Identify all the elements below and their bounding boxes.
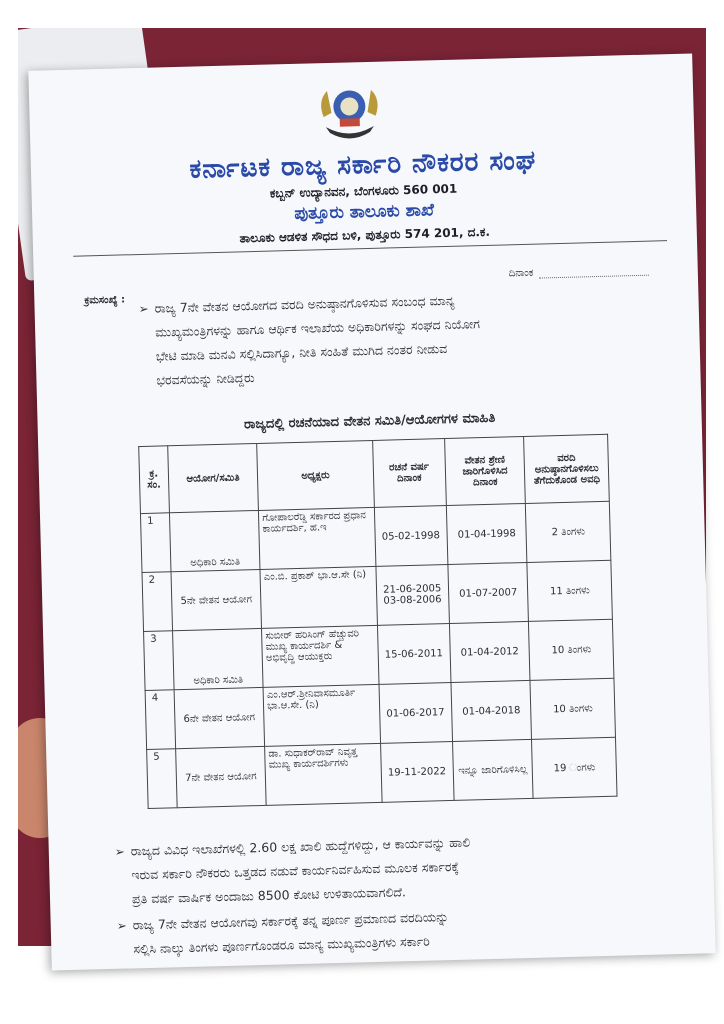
cell-period: 11 ತಿಂಗಳು	[527, 560, 612, 621]
cell-body: ಅಧಿಕಾರಿ ಸಮಿತಿ	[169, 510, 260, 571]
cell-formed: 21-06-2005 03-08-2006	[376, 565, 450, 626]
cell-body: 5ನೇ ವೇತನ ಆಯೋಗ	[171, 569, 262, 630]
cell-sl: 2	[142, 572, 172, 632]
date-field-line	[539, 275, 649, 279]
paragraph-1-line-4: ಭರವಸೆಯನ್ನು ನೀಡಿದ್ದರು	[156, 370, 255, 388]
cell-chair: ಸುಬೀರ್ ಹರಿಸಿಂಗ್ ಹೆಚ್ಚುವರಿ ಮುಖ್ಯ ಕಾರ್ಯದರ್ಶಿ & ಅಭಿವೃದ್ಧಿ ಆಯುಕ್ತರು	[262, 625, 379, 687]
paragraph-1-line-1: ರಾಜ್ಯ 7ನೇ ವೇತನ ಆಯೋಗದ ವರದಿ ಅನುಷ್ಠಾನಗೊಳಿಸುವ ಸಂಬಂಧ ಮಾನ್ಯ	[154, 292, 455, 316]
paragraph-2-line-1: ರಾಜ್ಯದ ವಿವಿಧ ಇಲಾಖೆಗಳಲ್ಲಿ 2.60 ಲಕ್ಷ ಖಾಲಿ ಹುದ್ದೆಗಳಿದ್ದು, ಆ ಕಾರ್ಯವನ್ನು ಹಾಲಿ	[130, 834, 471, 859]
header-sl: ಕ್ರ. ಸಂ.	[139, 446, 169, 514]
cell-chair: ಡಾ. ಸುಧಾಕರ್‌ರಾವ್ ನಿವೃತ್ತ ಮುಖ್ಯ ಕಾರ್ಯದರ್ಶಿಗಳು	[265, 743, 382, 805]
cell-period: 19 ಂಗಳು	[532, 737, 617, 798]
pay-commission-table	[138, 434, 617, 809]
association-emblem-icon	[309, 81, 391, 147]
paragraph-3-line-2: ಸಲ್ಲಿಸಿ ನಾಲ್ಕು ತಿಂಗಳು ಪೂರ್ಣಗೊಂಡರೂ ಮಾನ್ಯ ಮುಖ್ಯಮಂತ್ರಿಗಳು ಸರ್ಕಾರಿ	[133, 933, 430, 957]
cell-chair: ಎಂ.ಬಿ. ಪ್ರಕಾಶ್ ಭಾ.ಆ.ಸೇ (ನಿ)	[260, 566, 377, 628]
org-name: ಕರ್ನಾಟಕ ರಾಜ್ಯ ಸರ್ಕಾರಿ ನೌಕರರ ಸಂಘ	[189, 145, 537, 185]
branch-address: ತಾಲೂಕು ಆಡಳಿತ ಸೌಧದ ಬಳಿ, ಪುತ್ತೂರು 574 201, ದ.ಕ.	[239, 224, 491, 246]
reference-label: ಕ್ರಮಸಂಖ್ಯೆ :	[84, 294, 126, 307]
header-period: ವರದಿ ಅನುಷ್ಠಾನಗೊಳಿಸಲು ತೆಗೆದುಕೊಂಡ ಅವಧಿ	[524, 434, 609, 503]
header-formed: ರಚನೆ ವರ್ಷ ದಿನಾಂಕ	[372, 439, 446, 508]
table-row	[147, 737, 617, 808]
org-address: ಕಬ್ಬನ್ ಉದ್ಯಾನವನ, ಬೆಂಗಳೂರು 560 001	[269, 181, 458, 201]
cell-body: ಅಧಿಕಾರಿ ಸಮಿತಿ	[172, 628, 263, 689]
paragraph-2-line-3: ಪ್ರತಿ ವರ್ಷ ವಾರ್ಷಿಕ ಅಂದಾಜು 8500 ಕೋಟಿ ಉಳಿತಾಯವಾಗಲಿದೆ.	[131, 884, 407, 907]
date-label: ದಿನಾಂಕ	[508, 267, 534, 280]
cell-formed: 05-02-1998	[374, 506, 448, 567]
arrow-bullet-icon: ➢	[138, 301, 149, 317]
cell-chair: ಗೋಪಾಲರೆಡ್ಡಿ ಸರ್ಕಾರದ ಪ್ರಧಾನ ಕಾರ್ಯದರ್ಶಿ, ಹ.ಇ	[259, 507, 376, 569]
paragraph-3-line-1: ರಾಜ್ಯ 7ನೇ ವೇತನ ಆಯೋಗವು ಸರ್ಕಾರಕ್ಕೆ ತನ್ನ ಪೂರ್ಣ ಪ್ರಮಾಣದ ವರದಿಯನ್ನು	[132, 909, 449, 933]
cell-effective: 01-07-2007	[448, 562, 529, 623]
branch-name: ಪುತ್ತೂರು ತಾಲೂಕು ಶಾಖೆ	[294, 200, 435, 224]
paragraph-2-line-2: ಇರುವ ಸರ್ಕಾರಿ ನೌಕರರು ಒತ್ತಡದ ನಡುವೆ ಕಾರ್ಯನಿರ್ವಹಿಸುವ ಮೂಲಕ ಸರ್ಕಾರಕ್ಕೆ	[131, 858, 460, 883]
cell-sl: 1	[140, 513, 170, 573]
cell-sl: 4	[145, 690, 175, 750]
cell-sl: 5	[147, 749, 177, 809]
cell-effective: 01-04-2012	[449, 621, 530, 682]
cell-effective: ಇನ್ನೂ ಜಾರಿಗೊಳಿಸಿಲ್ಲ	[452, 739, 533, 800]
cell-effective: 01-04-1998	[446, 503, 527, 564]
cell-body: 6ನೇ ವೇತನ ಆಯೋಗ	[174, 687, 265, 748]
table-title: ರಾಜ್ಯದಲ್ಲಿ ರಚನೆಯಾದ ವೇತನ ಸಮಿತಿ/ಆಯೋಗಗಳ ಮಾಹಿತಿ	[243, 410, 496, 433]
cell-period: 2 ತಿಂಗಳು	[526, 501, 611, 562]
cell-formed: 19-11-2022	[380, 741, 454, 802]
cell-effective: 01-04-2018	[451, 680, 532, 741]
cell-period: 10 ತಿಂಗಳು	[530, 678, 615, 739]
letter-sheet	[28, 53, 715, 970]
paragraph-1-line-2: ಮುಖ್ಯಮಂತ್ರಿಗಳನ್ನು ಹಾಗೂ ಆರ್ಥಿಕ ಇಲಾಖೆಯ ಅಧಿಕಾರಿಗಳನ್ನು ಸಂಘದ ನಿಯೋಗ	[155, 316, 481, 340]
cell-chair: ಎಂ.ಆರ್.ಶ್ರೀನಿವಾಸಮೂರ್ತಿ ಭಾ.ಆ.ಸೇ. (ನಿ)	[263, 684, 380, 746]
paragraph-1-line-3: ಭೇಟಿ ಮಾಡಿ ಮನವಿ ಸಲ್ಲಿಸಿದಾಗ್ಯೂ, ನೀತಿ ಸಂಹಿತೆ ಮುಗಿದ ನಂತರ ನೀಡುವ	[155, 340, 448, 364]
cell-sl: 3	[144, 631, 174, 691]
header-body: ಆಯೋಗ/ಸಮಿತಿ	[167, 443, 258, 512]
cell-body: 7ನೇ ವೇತನ ಆಯೋಗ	[175, 746, 266, 807]
header-effective: ವೇತನ ಶ್ರೇಣಿ ಜಾರಿಗೊಳಿಸಿದ ದಿನಾಂಕ	[444, 436, 525, 505]
cell-period: 10 ತಿಂಗಳು	[529, 619, 614, 680]
cell-formed: 01-06-2017	[379, 682, 453, 743]
arrow-bullet-icon: ➢	[114, 844, 126, 859]
arrow-bullet-icon: ➢	[116, 918, 127, 933]
table-header-row	[139, 434, 610, 513]
cell-formed: 15-06-2011	[377, 624, 451, 685]
header-chair: ಅಧ್ಯಕ್ಷರು	[257, 440, 374, 510]
